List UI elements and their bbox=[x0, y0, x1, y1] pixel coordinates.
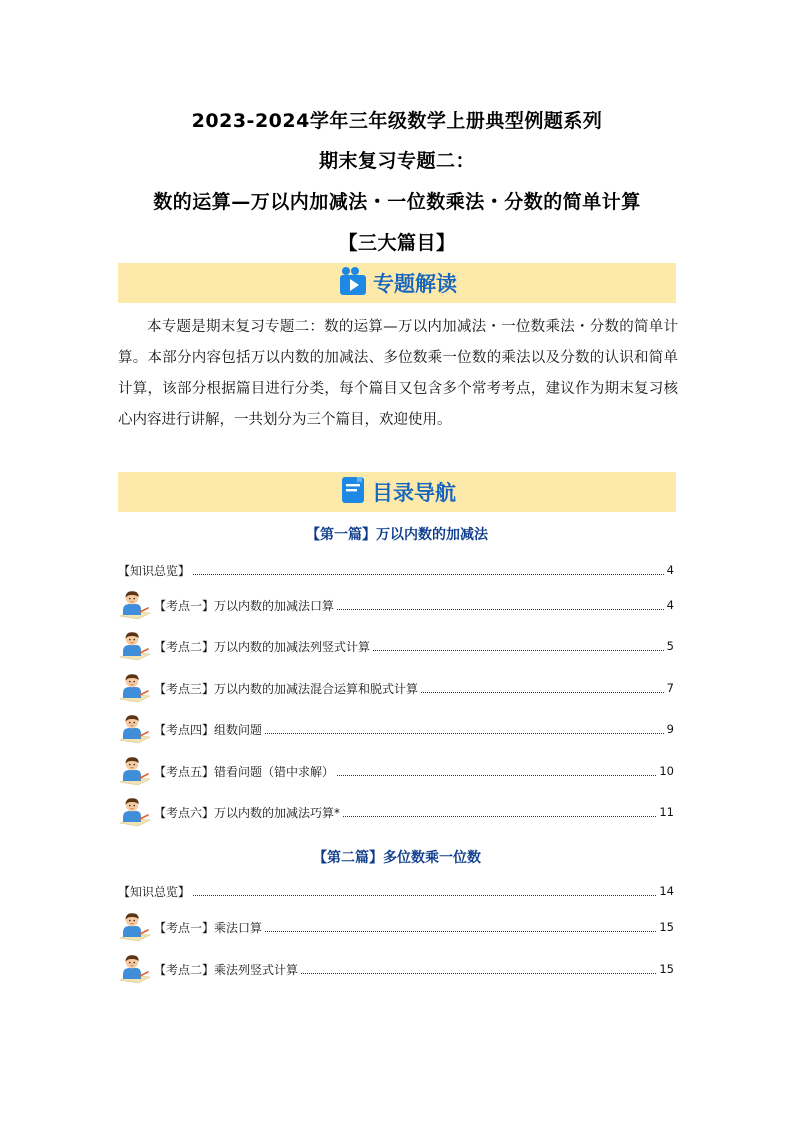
toc-entry-row[interactable] bbox=[118, 631, 674, 661]
toc-entry-row[interactable] bbox=[118, 797, 674, 827]
toc-entry-row[interactable] bbox=[118, 954, 674, 984]
toc-leader-dots bbox=[193, 574, 664, 575]
toc-entry-label: 【考点四】组数问题 bbox=[154, 722, 263, 737]
toc-leader-dots bbox=[265, 733, 664, 734]
toc-leader-dots bbox=[421, 692, 664, 693]
toc-entry-label: 【知识总览】 bbox=[118, 563, 191, 578]
student-avatar-icon bbox=[118, 911, 152, 943]
toc-page-number: 9 bbox=[666, 722, 674, 736]
doc-title-line-2: 期末复习专题二： bbox=[318, 150, 475, 172]
student-avatar-icon bbox=[118, 589, 152, 621]
doc-title-line-4: 【三大篇目】 bbox=[338, 232, 456, 254]
doc-title-line-3: 数的运算—万以内加减法・一位数乘法・分数的简单计算 bbox=[153, 191, 641, 213]
toc-leader-dots bbox=[337, 609, 664, 610]
doc-title-line-1: 2023-2024学年三年级数学上册典型例题系列 bbox=[191, 110, 603, 132]
toc-entry-row[interactable] bbox=[118, 714, 674, 744]
toc-page-number: 4 bbox=[666, 598, 674, 612]
toc-page-number: 5 bbox=[666, 639, 674, 653]
book-icon bbox=[338, 475, 368, 509]
toc-leader-dots bbox=[343, 816, 656, 817]
video-camera-icon bbox=[337, 265, 369, 301]
toc-section-1-title[interactable]: 【第一篇】万以内数的加减法 bbox=[306, 527, 488, 543]
student-avatar-icon bbox=[118, 672, 152, 704]
toc-leader-dots bbox=[265, 931, 656, 932]
toc-entry-label: 【考点三】万以内数的加减法混合运算和脱式计算 bbox=[154, 681, 419, 696]
toc-leader-dots bbox=[337, 775, 656, 776]
student-avatar-icon bbox=[118, 796, 152, 828]
toc-entry-label: 【考点一】万以内数的加减法口算 bbox=[154, 598, 335, 613]
banner-topic-reading-label: 专题解读 bbox=[373, 272, 457, 296]
toc-page-number: 10 bbox=[659, 764, 674, 778]
banner-topic-reading bbox=[118, 263, 676, 303]
toc-page-number: 4 bbox=[666, 563, 674, 577]
toc-overview-row[interactable] bbox=[118, 876, 674, 906]
banner-toc-navigation-label: 目录导航 bbox=[372, 481, 456, 505]
toc-leader-dots bbox=[373, 650, 664, 651]
toc-page-number: 7 bbox=[666, 681, 674, 695]
toc-entry-label: 【考点二】万以内数的加减法列竖式计算 bbox=[154, 639, 371, 654]
student-avatar-icon bbox=[118, 953, 152, 985]
toc-entry-label: 【知识总览】 bbox=[118, 884, 191, 899]
toc-page-number: 15 bbox=[659, 920, 674, 934]
toc-entry-row[interactable] bbox=[118, 590, 674, 620]
toc-page-number: 15 bbox=[659, 962, 674, 976]
toc-entry-row[interactable] bbox=[118, 912, 674, 942]
toc-page-number: 11 bbox=[659, 805, 674, 819]
toc-entry-label: 【考点一】乘法口算 bbox=[154, 920, 263, 935]
toc-section-2-title[interactable]: 【第二篇】多位数乘一位数 bbox=[313, 850, 481, 866]
toc-entry-label: 【考点二】乘法列竖式计算 bbox=[154, 962, 299, 977]
banner-toc-navigation bbox=[118, 472, 676, 512]
toc-entry-row[interactable] bbox=[118, 756, 674, 786]
toc-overview-row[interactable] bbox=[118, 555, 674, 585]
toc-entry-row[interactable] bbox=[118, 673, 674, 703]
student-avatar-icon bbox=[118, 755, 152, 787]
student-avatar-icon bbox=[118, 630, 152, 662]
toc-entry-label: 【考点六】万以内数的加减法巧算* bbox=[154, 805, 341, 820]
toc-page-number: 14 bbox=[659, 884, 674, 898]
toc-leader-dots bbox=[301, 973, 656, 974]
toc-entry-label: 【考点五】错看问题（错中求解） bbox=[154, 764, 335, 779]
student-avatar-icon bbox=[118, 713, 152, 745]
intro-paragraph: 本专题是期末复习专题二：数的运算—万以内加减法・一位数乘法・分数的简单计算。本部分内容包括万以内数的加减法、多位数乘一位数的乘法以及分数的认识和简单计算，该部分根据篇目进行分类，每个篇目又包含多个常考考点，建议作为期末复习核心内容进行讲解，一共划分为三个篇目，欢迎使用。 bbox=[118, 319, 678, 428]
toc-leader-dots bbox=[193, 895, 656, 896]
